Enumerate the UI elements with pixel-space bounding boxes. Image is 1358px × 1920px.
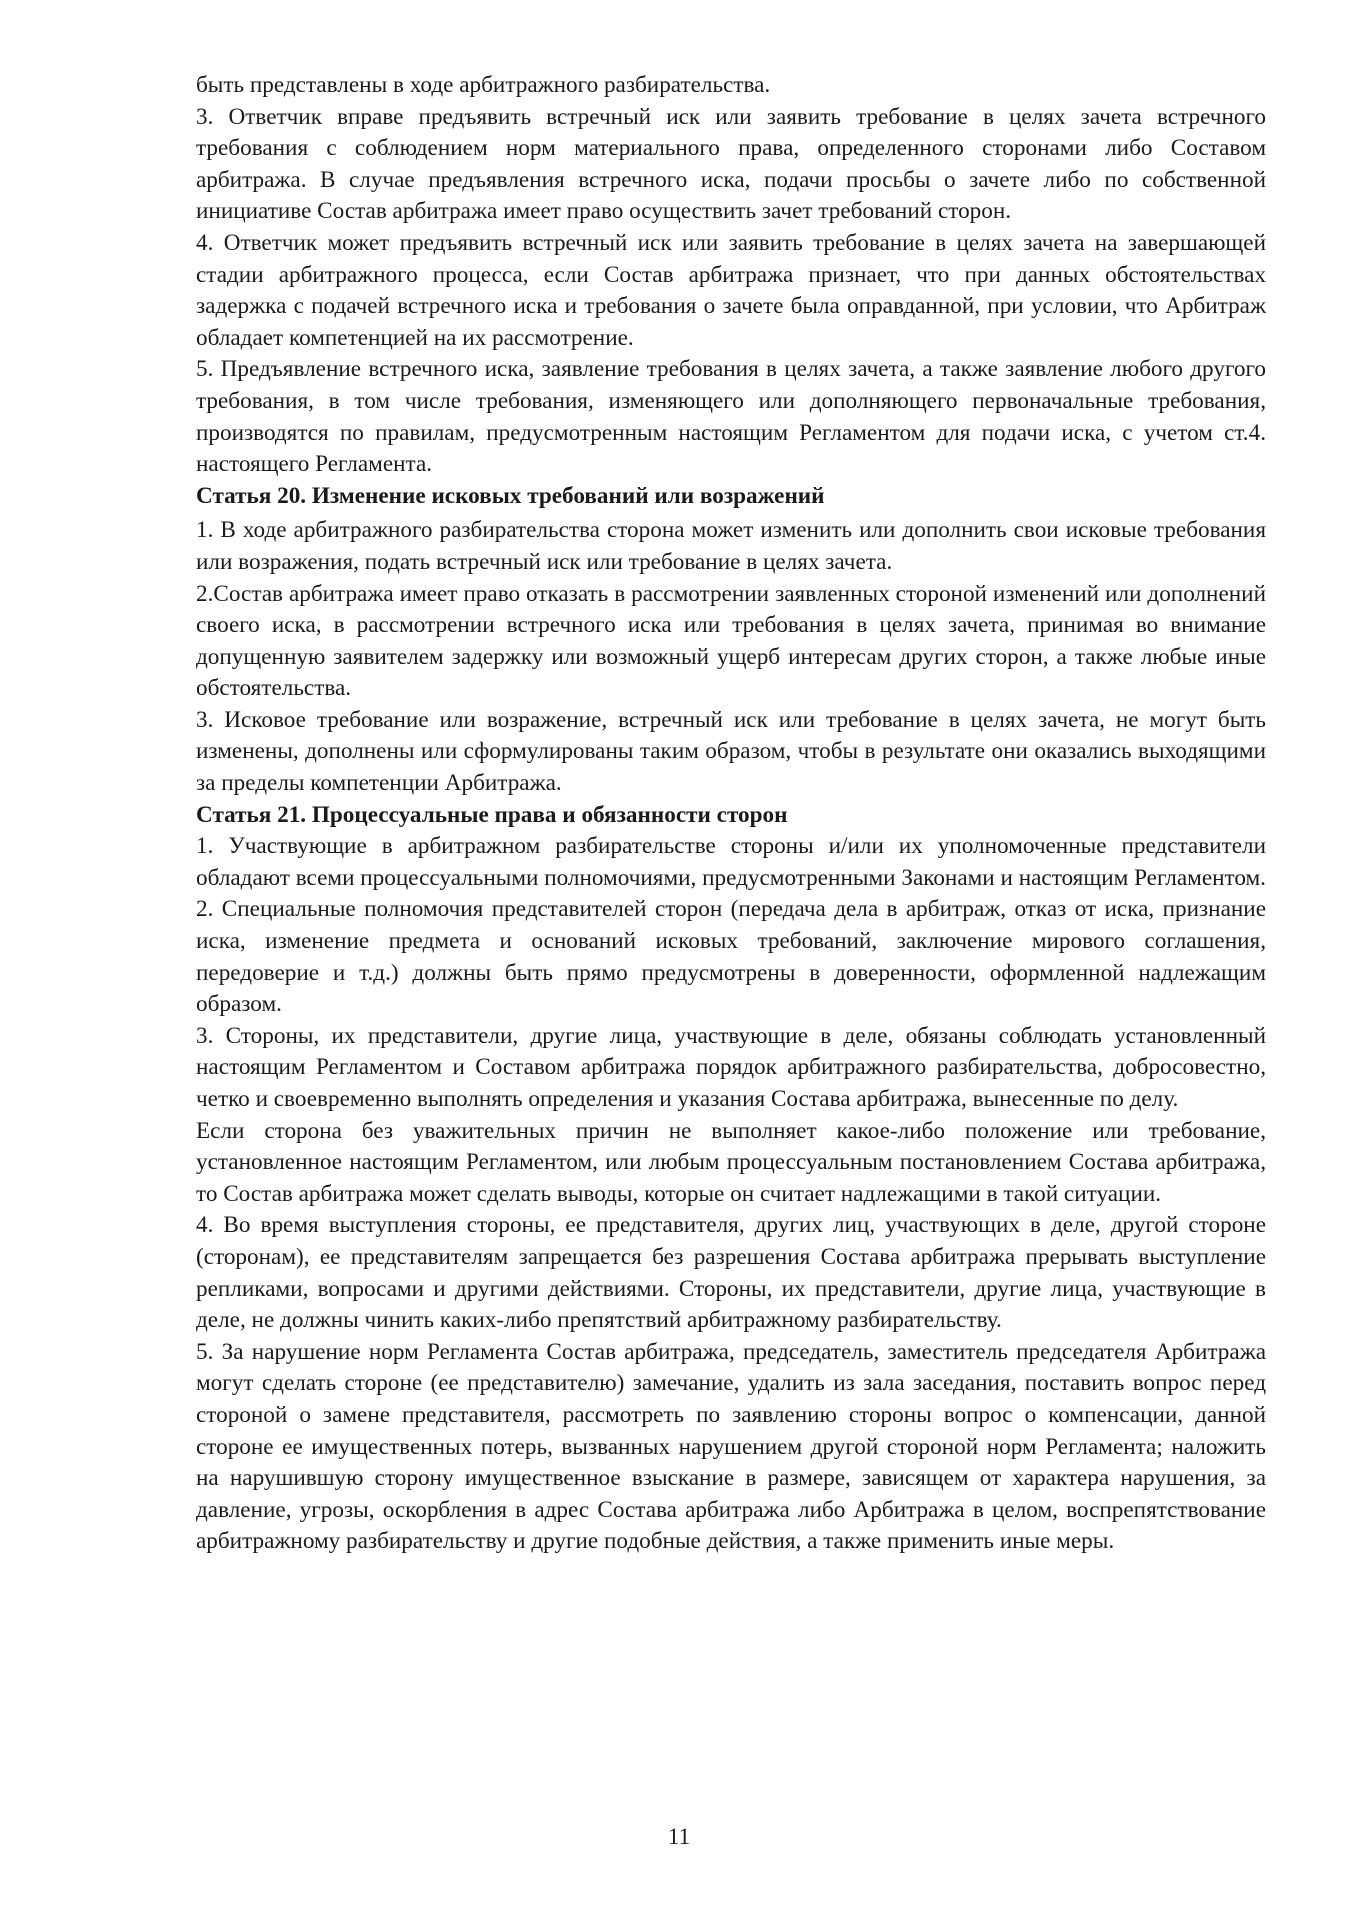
article-20-heading: Статья 20. Изменение исковых требований или возражений [196,482,825,509]
paragraph-21-3: 3. Стороны, их представители, другие лица, участвующие в деле, обязаны соблюдать установленный настоящим Регламентом и Составом арбитража порядок арбитражного разбирательства, добросовестно, четко и своевременно выполнять определения и указания Состава арбитража, вынесенные по делу. [196,1022,1266,1112]
paragraph-21-5: 5. За нарушение норм Регламента Состав арбитража, председатель, заместитель председателя Арбитража могут сделать стороне (ее представителю) замечание, удалить из зала заседания, поставить вопрос перед стороной о замене представителя, рассмотреть по заявлению стороны вопрос о компенсации, данной стороне ее имущественных потерь, вызванных нарушением другой стороной норм Регламента; наложить на нарушившую сторону имущественное взыскание в размере, зависящем от характера нарушения, за давление, угрозы, оскорбления в адрес Состава арбитража либо Арбитража в целом, воспрепятствование арбитражному разбирательству и другие подобные действия, а также применить иные меры. [196,1338,1266,1555]
paragraph-19-3: 3. Ответчик вправе предъявить встречный иск или заявить требование в целях зачета встречного требования с соблюдением норм материального права, определенного сторонами либо Составом арбитража. В случае предъявления встречного иска, подачи просьбы о зачете либо по собственной инициативе Состав арбитража имеет право осуществить зачет требований сторон. [196,103,1266,225]
paragraph-19-5: 5. Предъявление встречного иска, заявление требования в целях зачета, а также заявление любого другого требования, в том числе требования, изменяющего или дополняющего первоначальные требования, производятся по правилам, предусмотренным настоящим Регламентом для подачи иска, с учетом ст.4. настоящего Регламента. [196,356,1266,478]
article-21-heading: Статья 21. Процессуальные права и обязанности сторон [196,801,788,828]
paragraph-20-3: 3. Исковое требование или возражение, встречный иск или требование в целях зачета, не могут быть изменены, дополнены или сформулированы таким образом, чтобы в результате они оказались выходящими за пределы компетенции Арбитража. [196,706,1266,797]
paragraph-19-4: 4. Ответчик может предъявить встречный иск или заявить требование в целях зачета на завершающей стадии арбитражного процесса, если Состав арбитража признает, что при данных обстоятельствах задержка с подачей встречного иска и требования о зачете была оправданной, при условии, что Арбитраж обладает компетенцией на их рассмотрение. [196,229,1266,351]
paragraph-20-2: 2.Состав арбитража имеет право отказать в рассмотрении заявленных стороной изменений или дополнений своего иска, в рассмотрении встречного иска или требования в целях зачета, принимая во внимание допущенную заявителем задержку или возможный ущерб интересам других сторон, а также любые иные обстоятельства. [196,580,1266,702]
paragraph-continued: быть представлены в ходе арбитражного разбирательства. [196,72,771,98]
page-number: 11 [667,1824,691,1849]
paragraph-20-1: 1. В ходе арбитражного разбирательства сторона может изменить или дополнить свои исковые требования или возражения, подать встречный иск или требование в целях зачета. [196,517,1266,575]
paragraph-21-1: 1. Участвующие в арбитражном разбирательстве стороны и/или их уполномоченные представители обладают всеми процессуальными полномочиями, предусмотренными Законами и настоящим Регламентом. [196,833,1266,891]
paragraph-21-4: 4. Во время выступления стороны, ее представителя, других лиц, участвующих в деле, другой стороне (сторонам), ее представителям запрещается без разрешения Состава арбитража прерывать выступление репликами, вопросами и другими действиями. Стороны, их представители, другие лица, участвующие в деле, не должны чинить каких-либо препятствий арбитражному разбирательству. [196,1212,1266,1334]
document-page [196,70,1266,1558]
paragraph-21-3-cont: Если сторона без уважительных причин не выполняет какое-либо положение или требование, установленное настоящим Регламентом, или любым процессуальным постановлением Состава арбитража, то Состав арбитража может сделать выводы, которые он считает надлежащими в такой ситуации. [196,1117,1266,1207]
paragraph-21-2: 2. Специальные полномочия представителей сторон (передача дела в арбитраж, отказ от иска, признание иска, изменение предмета и оснований исковых требований, заключение мирового соглашения, передоверие и т.д.) должны быть прямо предусмотрены в доверенности, оформленной надлежащим образом. [196,896,1266,1018]
